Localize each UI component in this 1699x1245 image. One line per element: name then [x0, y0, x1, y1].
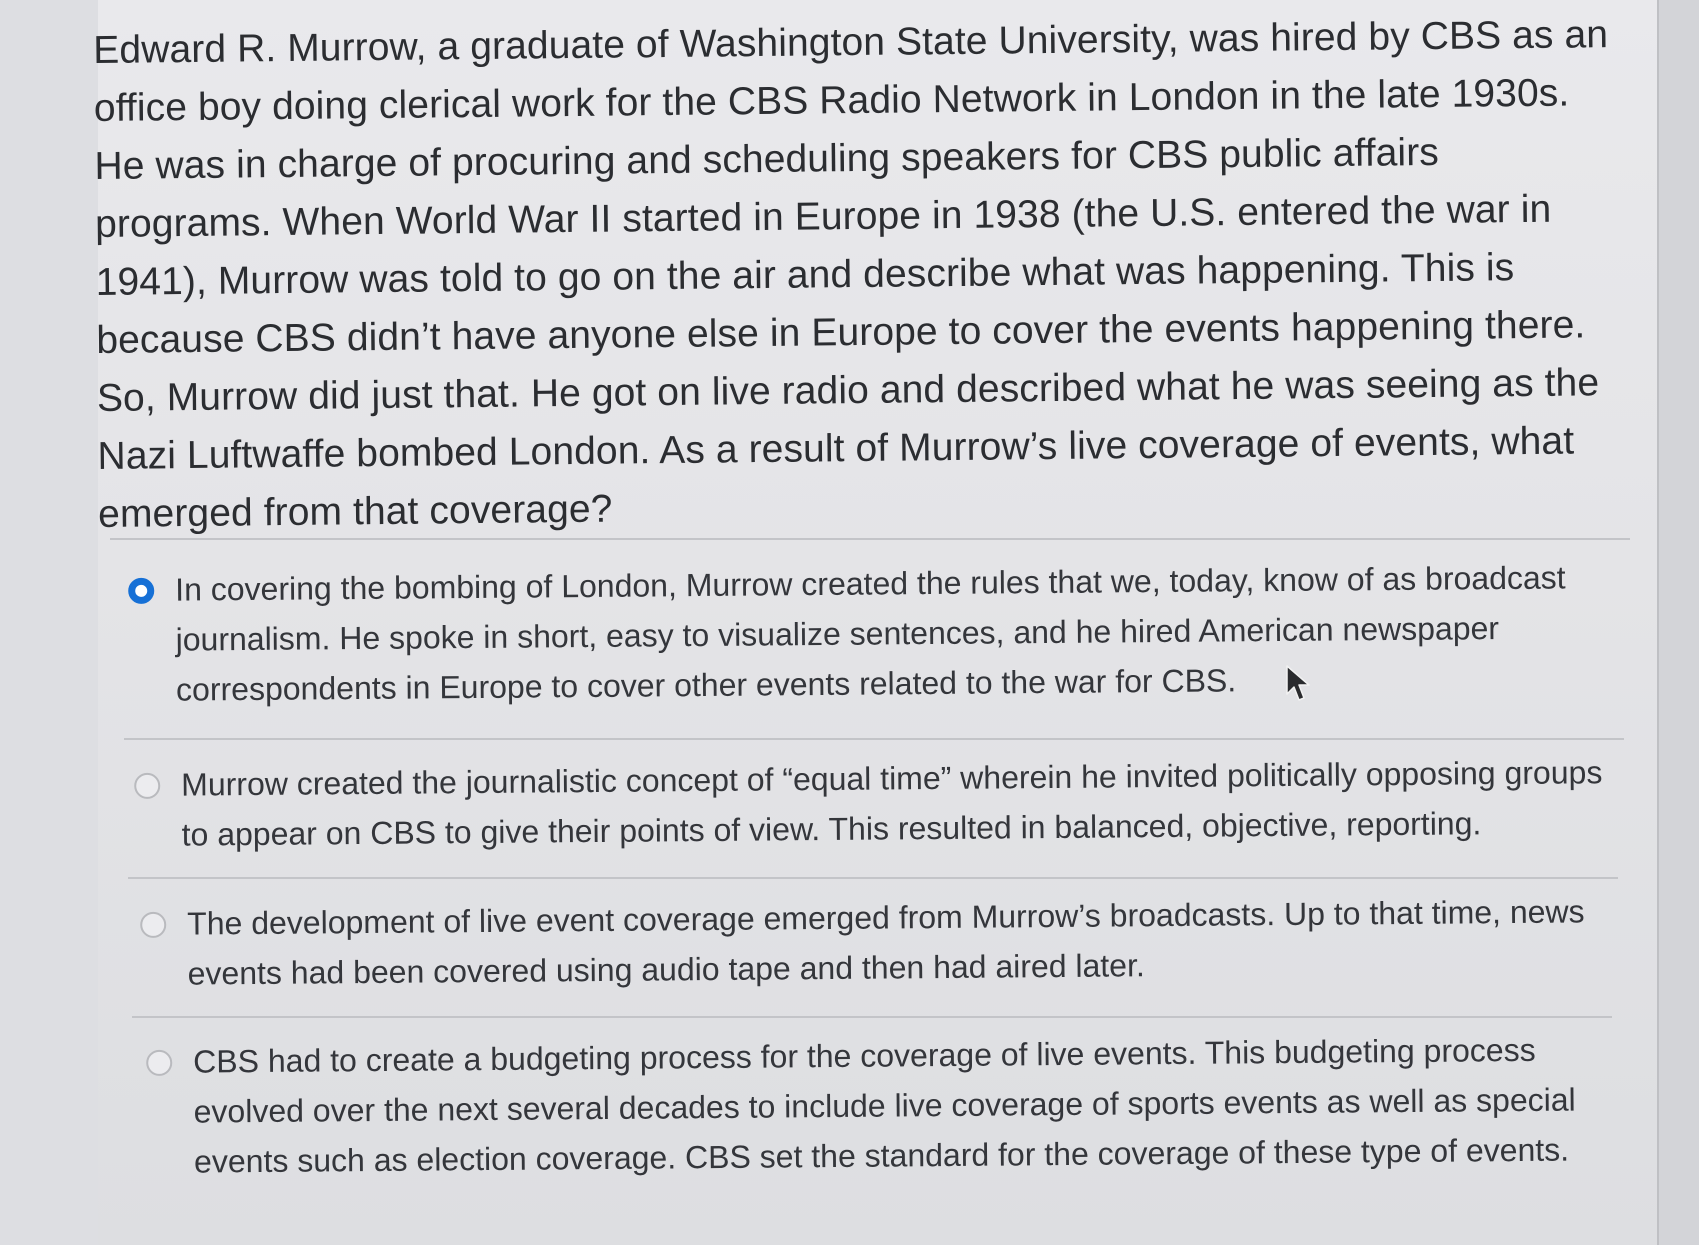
mouse-pointer-icon: [1284, 664, 1314, 704]
divider-3: [132, 1016, 1612, 1018]
radio-button[interactable]: [146, 1050, 172, 1076]
divider-top: [110, 538, 1630, 540]
answer-option-3[interactable]: [140, 886, 1618, 999]
right-scroll-area[interactable]: [1657, 0, 1699, 1245]
left-margin: [0, 0, 100, 1245]
answer-option-text: The development of live event coverage emerged from Murrow’s broadcasts. Up to that time, news events had been covered using audio tape and then had aired later.: [187, 893, 1585, 992]
divider-2: [128, 877, 1618, 879]
answer-option-1[interactable]: [128, 552, 1596, 715]
radio-button[interactable]: [134, 773, 160, 799]
answer-option-text: Murrow created the journalistic concept of “equal time” wherein he invited politically opposing groups to appear on CBS to give their points of view. This resulted in balanced, objective, reporting.: [181, 754, 1603, 853]
question-prompt: Edward R. Murrow, a graduate of Washington State University, was hired by CBS as an office boy doing clerical work for the CBS Radio Network in London in the late 1930s. He was in charge of procuring and scheduling speakers for CBS public affairs programs. When World War II started in Europe in 1938 (the U.S. entered the war in 1941), Murrow was told to go on the air and describe what was happening. This is because CBS didn’t have anyone else in Europe to cover the events happening there. So, Murrow did just that. He got on live radio and described what he was seeing as the Nazi Luftwaffe bombed London. As a result of Murrow’s live coverage of events, what emerged from that coverage?: [93, 13, 1609, 536]
divider-1: [124, 738, 1624, 740]
answer-option-2[interactable]: [134, 747, 1622, 860]
answer-option-text: In covering the bombing of London, Murrow created the rules that we, today, know of as broadcast journalism. He spoke in short, easy to visualize sentences, and he hired American newspaper correspondents in Europe to cover other events related to the war for CBS.: [175, 559, 1566, 708]
answer-option-text: CBS had to create a budgeting process for the coverage of live events. This budgeting process evolved over the next several decades to include live coverage of sports events as well as special events such as election coverage. CBS set the standard for the coverage of these type of events.: [193, 1031, 1576, 1180]
answer-option-4[interactable]: [146, 1024, 1614, 1187]
radio-button[interactable]: [140, 912, 166, 938]
radio-button-selected[interactable]: [128, 578, 154, 604]
